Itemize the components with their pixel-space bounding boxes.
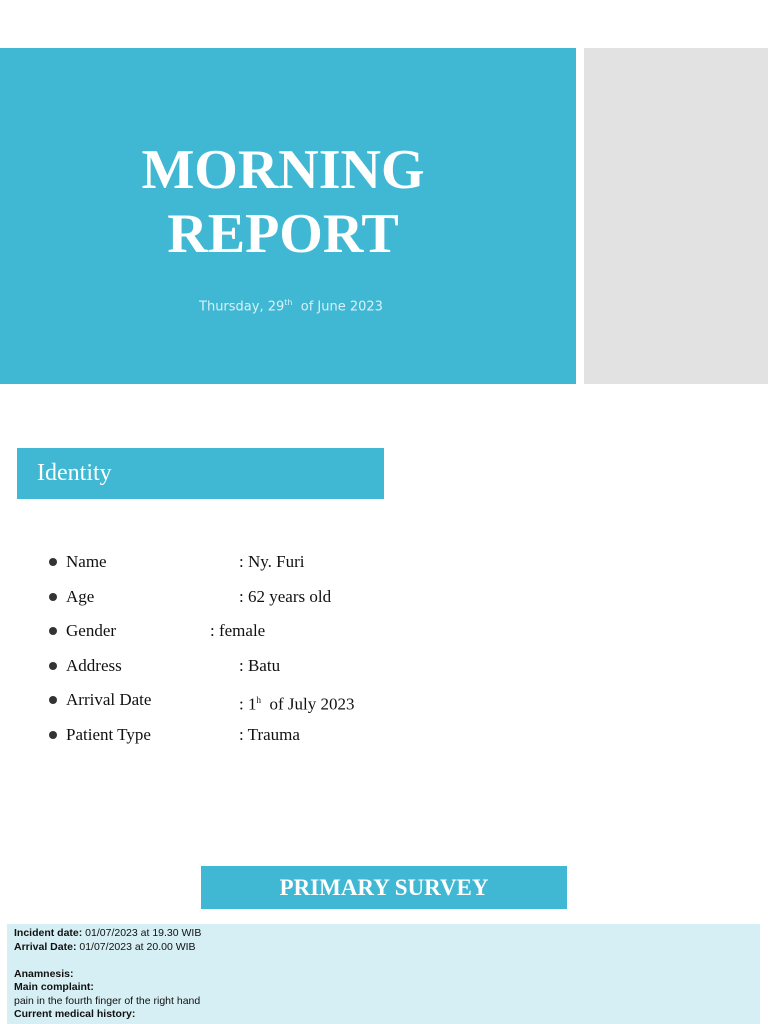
arrival-date-value: : 1$^h$ of July 2023 (239, 694, 355, 714)
anamnesis-label: Anamnesis: (14, 967, 74, 980)
patient-type-label: Patient Type (66, 724, 151, 744)
report-date: Thursday, 29th of June 2023 (199, 298, 383, 315)
age-value: : 62 years old (239, 586, 332, 606)
arrival-date-line: Arrival Date: 01/07/2023 at 20.00 WIB (14, 940, 196, 953)
medical-history-label: Current medical history: (14, 1008, 136, 1020)
title-line-1: MORNING (141, 139, 425, 201)
age-label: Age (66, 586, 95, 606)
cover-panel (0, 48, 576, 384)
main-complaint-value: pain in the fourth finger of the right hand (14, 994, 201, 1007)
bullet-icon (49, 593, 57, 601)
bullet-icon (49, 627, 57, 635)
incident-date-line: Incident date: 01/07/2023 at 19.30 WIB (14, 927, 202, 939)
gender-label: Gender (66, 621, 117, 640)
bullet-icon (49, 696, 57, 704)
title-line-2: REPORT (167, 203, 399, 265)
name-value: : Ny. Furi (239, 552, 305, 571)
primary-survey-notes (7, 924, 760, 1024)
primary-survey-heading: PRIMARY SURVEY (201, 866, 567, 909)
bullet-icon (49, 731, 57, 739)
main-complaint-label: Main complaint: (14, 981, 94, 993)
bullet-icon (49, 558, 57, 566)
cover-side-panel (584, 48, 768, 384)
arrival-date-label: Arrival Date (66, 690, 152, 709)
bullet-icon (49, 662, 57, 670)
identity-header (17, 448, 384, 499)
identity-heading: Identity (37, 460, 112, 486)
gender-value: : female (210, 621, 266, 640)
address-label: Address (66, 655, 122, 675)
patient-type-value: : Trauma (239, 724, 300, 744)
name-label: Name (66, 552, 107, 571)
address-value: : Batu (239, 655, 281, 675)
